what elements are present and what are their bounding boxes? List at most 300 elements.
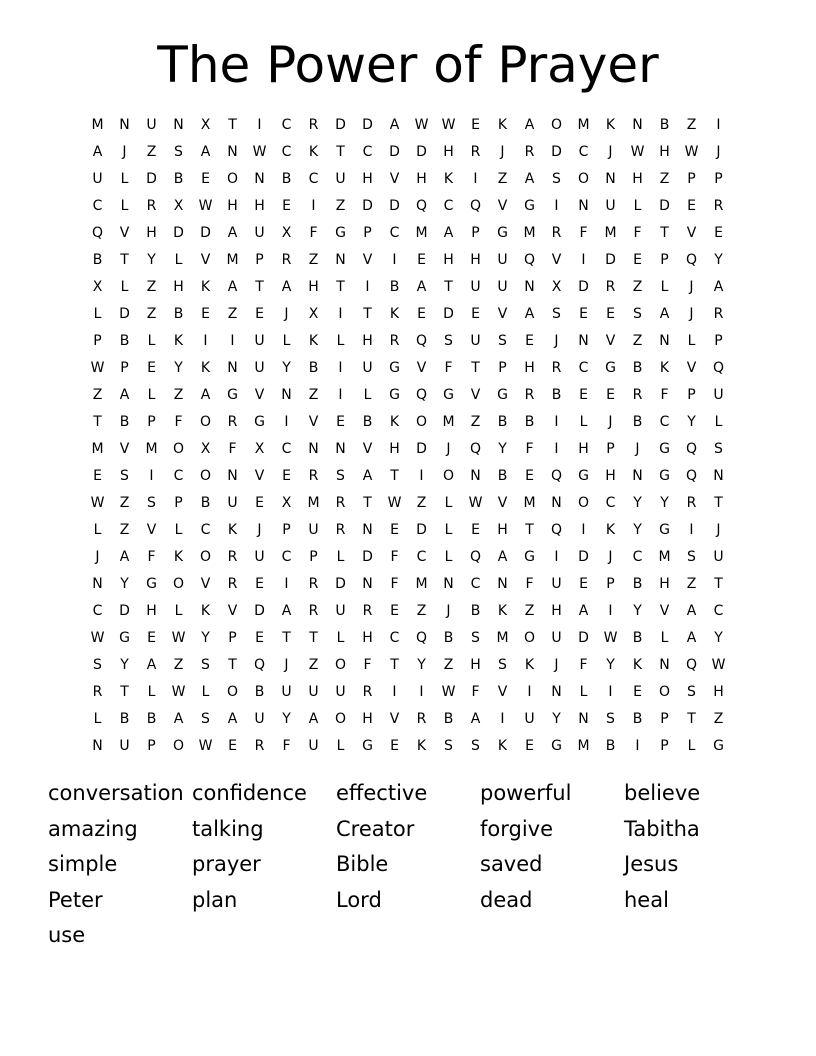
grid-letter: P	[606, 441, 615, 457]
grid-letter: A	[497, 549, 508, 565]
grid-letter: H	[659, 144, 670, 160]
grid-letter: T	[363, 306, 372, 322]
grid-letter: Z	[470, 414, 481, 430]
grid-letter: B	[119, 333, 130, 349]
grid-letter: N	[119, 117, 130, 133]
grid-letter: N	[92, 576, 103, 592]
grid-letter: H	[146, 225, 157, 241]
grid-letter: I	[473, 171, 478, 187]
grid-letter: A	[281, 603, 292, 619]
grid-letter: R	[335, 522, 346, 538]
grid-letter: A	[470, 711, 481, 727]
grid-letter: T	[255, 279, 264, 295]
grid-letter: Z	[713, 711, 724, 727]
grid-letter: V	[416, 360, 427, 376]
grid-letter: S	[714, 441, 723, 457]
word-list-row	[48, 776, 768, 812]
grid-letter: R	[686, 495, 697, 511]
grid-letter: Z	[227, 306, 238, 322]
grid-letter: U	[497, 279, 508, 295]
grid-letter: A	[578, 603, 589, 619]
grid-letter: M	[523, 225, 536, 241]
grid-letter: F	[147, 549, 156, 565]
word-item: prayer	[192, 852, 261, 877]
grid-row	[84, 166, 732, 193]
grid-letter: S	[120, 468, 129, 484]
grid-letter: W	[90, 630, 105, 646]
grid-letter: K	[173, 549, 184, 565]
grid-letter: B	[632, 576, 643, 592]
grid-letter: C	[443, 198, 454, 214]
grid-letter: U	[551, 576, 562, 592]
grid-letter: Q	[685, 468, 698, 484]
word-item: amazing	[48, 816, 138, 841]
grid-letter: M	[577, 738, 590, 754]
grid-letter: S	[498, 333, 507, 349]
grid-letter: L	[336, 630, 345, 646]
grid-letter: I	[608, 603, 613, 619]
grid-letter: U	[227, 495, 238, 511]
grid-letter: D	[416, 522, 427, 538]
grid-letter: U	[335, 603, 346, 619]
grid-letter: J	[689, 306, 694, 322]
grid-letter: N	[362, 576, 373, 592]
grid-letter: I	[527, 684, 532, 700]
grid-letter: V	[389, 171, 400, 187]
grid-letter: J	[635, 441, 640, 457]
grid-letter: P	[147, 414, 156, 430]
grid-letter: U	[281, 684, 292, 700]
grid-letter: U	[470, 279, 481, 295]
grid-letter: T	[714, 576, 723, 592]
grid-letter: E	[633, 252, 642, 268]
grid-letter: H	[416, 171, 427, 187]
grid-letter: W	[171, 630, 186, 646]
grid-row	[84, 193, 732, 220]
grid-letter: H	[146, 603, 157, 619]
grid-letter: L	[714, 414, 723, 430]
grid-letter: A	[281, 279, 292, 295]
grid-letter: Y	[633, 495, 642, 511]
grid-letter: N	[578, 333, 589, 349]
grid-letter: T	[390, 657, 399, 673]
grid-row	[84, 490, 732, 517]
grid-letter: J	[608, 549, 613, 565]
grid-letter: I	[338, 306, 343, 322]
grid-row	[84, 517, 732, 544]
grid-letter: Z	[416, 495, 427, 511]
grid-letter: Y	[417, 657, 426, 673]
grid-letter: Z	[173, 657, 184, 673]
grid-letter: H	[470, 252, 481, 268]
grid-letter: K	[308, 144, 319, 160]
grid-letter: D	[551, 144, 562, 160]
grid-letter: G	[605, 360, 616, 376]
grid-letter: Z	[632, 279, 643, 295]
grid-letter: V	[497, 198, 508, 214]
word-item: forgive	[480, 816, 554, 841]
grid-letter: T	[309, 630, 318, 646]
grid-letter: O	[334, 657, 347, 673]
grid-letter: B	[632, 630, 643, 646]
grid-letter: E	[201, 306, 210, 322]
grid-letter: U	[362, 360, 373, 376]
grid-letter: A	[686, 603, 697, 619]
grid-letter: E	[282, 198, 291, 214]
grid-letter: P	[498, 360, 507, 376]
grid-letter: N	[335, 252, 346, 268]
grid-letter: L	[147, 684, 156, 700]
grid-letter: J	[716, 522, 721, 538]
grid-letter: S	[606, 711, 615, 727]
grid-letter: Y	[498, 441, 507, 457]
grid-letter: W	[603, 630, 618, 646]
grid-letter: O	[658, 684, 671, 700]
grid-letter: R	[308, 576, 319, 592]
grid-letter: F	[390, 549, 399, 565]
grid-letter: E	[579, 576, 588, 592]
grid-letter: X	[173, 198, 184, 214]
grid-letter: T	[660, 225, 669, 241]
grid-letter: V	[119, 441, 130, 457]
grid-letter: H	[605, 468, 616, 484]
grid-letter: X	[200, 117, 211, 133]
grid-letter: C	[578, 144, 589, 160]
grid-letter: Y	[552, 711, 561, 727]
grid-letter: Z	[308, 657, 319, 673]
grid-letter: B	[632, 414, 643, 430]
word-item: simple	[48, 852, 118, 877]
grid-letter: X	[308, 306, 319, 322]
grid-letter: N	[227, 360, 238, 376]
grid-letter: W	[441, 684, 456, 700]
grid-letter: F	[471, 684, 480, 700]
grid-letter: Y	[282, 711, 291, 727]
grid-letter: C	[713, 603, 724, 619]
grid-row	[84, 598, 732, 625]
grid-letter: H	[362, 630, 373, 646]
grid-letter: V	[146, 522, 157, 538]
grid-letter: N	[605, 171, 616, 187]
grid-letter: S	[552, 171, 561, 187]
grid-letter: K	[605, 522, 616, 538]
grid-letter: O	[226, 171, 239, 187]
grid-letter: R	[713, 306, 724, 322]
grid-letter: N	[551, 684, 562, 700]
grid-letter: L	[444, 495, 453, 511]
grid-letter: K	[389, 306, 400, 322]
grid-letter: G	[524, 549, 535, 565]
grid-letter: L	[147, 333, 156, 349]
grid-letter: I	[500, 711, 505, 727]
grid-letter: I	[230, 333, 235, 349]
grid-letter: P	[714, 333, 723, 349]
grid-letter: G	[578, 468, 589, 484]
grid-letter: G	[389, 387, 400, 403]
grid-letter: W	[90, 360, 105, 376]
grid-letter: B	[92, 252, 103, 268]
grid-letter: N	[227, 144, 238, 160]
grid-letter: I	[581, 522, 586, 538]
grid-letter: Y	[120, 657, 129, 673]
grid-letter: L	[660, 279, 669, 295]
grid-letter: P	[282, 522, 291, 538]
grid-letter: C	[632, 549, 643, 565]
grid-letter: R	[416, 711, 427, 727]
grid-letter: M	[604, 225, 617, 241]
grid-letter: R	[227, 414, 238, 430]
grid-letter: B	[119, 711, 130, 727]
grid-letter: Z	[416, 603, 427, 619]
grid-letter: N	[443, 576, 454, 592]
grid-letter: O	[199, 549, 212, 565]
grid-letter: U	[119, 738, 130, 754]
grid-letter: V	[497, 495, 508, 511]
grid-letter: L	[93, 306, 102, 322]
grid-letter: D	[416, 441, 427, 457]
grid-letter: Q	[91, 225, 104, 241]
grid-letter: W	[171, 684, 186, 700]
grid-letter: P	[660, 711, 669, 727]
grid-letter: F	[390, 576, 399, 592]
grid-letter: V	[659, 603, 670, 619]
grid-letter: G	[551, 738, 562, 754]
grid-row	[84, 733, 732, 760]
grid-letter: A	[308, 711, 319, 727]
grid-letter: M	[307, 495, 320, 511]
grid-letter: H	[443, 252, 454, 268]
grid-letter: K	[443, 171, 454, 187]
grid-letter: D	[578, 630, 589, 646]
grid-letter: U	[146, 117, 157, 133]
grid-letter: I	[392, 684, 397, 700]
grid-letter: N	[281, 387, 292, 403]
grid-letter: I	[257, 117, 262, 133]
grid-letter: V	[497, 306, 508, 322]
grid-letter: T	[93, 414, 102, 430]
grid-letter: Z	[686, 576, 697, 592]
grid-letter: B	[119, 414, 130, 430]
grid-letter: O	[199, 414, 212, 430]
grid-letter: Q	[685, 252, 698, 268]
grid-letter: I	[554, 441, 559, 457]
grid-letter: M	[91, 117, 104, 133]
grid-letter: P	[120, 360, 129, 376]
grid-row	[84, 436, 732, 463]
grid-letter: I	[392, 252, 397, 268]
grid-letter: B	[173, 306, 184, 322]
grid-letter: B	[659, 117, 670, 133]
grid-letter: J	[257, 522, 262, 538]
grid-letter: Q	[253, 657, 266, 673]
grid-letter: A	[524, 117, 535, 133]
grid-letter: Y	[660, 495, 669, 511]
grid-letter: J	[608, 414, 613, 430]
word-item: Jesus	[624, 852, 679, 877]
grid-letter: L	[633, 198, 642, 214]
grid-letter: E	[417, 252, 426, 268]
grid-letter: M	[91, 441, 104, 457]
grid-letter: Z	[308, 387, 319, 403]
grid-letter: K	[524, 657, 535, 673]
grid-letter: J	[122, 144, 127, 160]
grid-letter: Z	[686, 117, 697, 133]
grid-letter: F	[525, 441, 534, 457]
grid-letter: H	[254, 198, 265, 214]
grid-letter: A	[119, 387, 130, 403]
grid-letter: A	[146, 657, 157, 673]
grid-letter: I	[284, 414, 289, 430]
grid-letter: V	[497, 684, 508, 700]
grid-letter: C	[92, 198, 103, 214]
grid-letter: C	[362, 144, 373, 160]
grid-letter: P	[228, 630, 237, 646]
grid-letter: B	[443, 630, 454, 646]
grid-letter: V	[470, 387, 481, 403]
grid-letter: V	[362, 252, 373, 268]
grid-letter: Q	[469, 549, 482, 565]
grid-letter: U	[605, 198, 616, 214]
grid-letter: P	[471, 225, 480, 241]
grid-letter: V	[119, 225, 130, 241]
grid-letter: E	[93, 468, 102, 484]
grid-letter: X	[281, 225, 292, 241]
grid-letter: X	[551, 279, 562, 295]
grid-letter: A	[524, 306, 535, 322]
grid-letter: O	[172, 738, 185, 754]
grid-letter: K	[200, 603, 211, 619]
grid-letter: S	[147, 495, 156, 511]
grid-letter: S	[471, 738, 480, 754]
grid-letter: L	[120, 171, 129, 187]
grid-letter: F	[579, 225, 588, 241]
grid-letter: A	[227, 225, 238, 241]
grid-letter: R	[632, 387, 643, 403]
grid-letter: F	[228, 441, 237, 457]
grid-letter: O	[334, 711, 347, 727]
grid-letter: D	[362, 549, 373, 565]
grid-letter: R	[389, 333, 400, 349]
grid-letter: W	[198, 738, 213, 754]
grid-letter: B	[362, 414, 373, 430]
grid-letter: W	[711, 657, 726, 673]
grid-letter: Y	[606, 657, 615, 673]
grid-letter: W	[387, 495, 402, 511]
grid-letter: J	[446, 441, 451, 457]
word-list-row	[48, 883, 768, 919]
grid-letter: P	[147, 738, 156, 754]
grid-letter: T	[687, 711, 696, 727]
grid-letter: J	[608, 144, 613, 160]
grid-letter: S	[201, 711, 210, 727]
grid-letter: D	[443, 306, 454, 322]
grid-letter: V	[200, 576, 211, 592]
grid-letter: E	[201, 171, 210, 187]
grid-letter: T	[363, 495, 372, 511]
grid-letter: L	[363, 387, 372, 403]
grid-letter: L	[120, 198, 129, 214]
grid-letter: B	[632, 711, 643, 727]
grid-letter: L	[93, 711, 102, 727]
grid-letter: J	[716, 144, 721, 160]
grid-letter: S	[174, 144, 183, 160]
grid-letter: M	[577, 117, 590, 133]
grid-letter: N	[713, 468, 724, 484]
grid-letter: K	[200, 279, 211, 295]
grid-letter: R	[362, 684, 373, 700]
grid-letter: T	[471, 360, 480, 376]
grid-letter: N	[362, 522, 373, 538]
grid-letter: O	[577, 495, 590, 511]
grid-letter: Y	[174, 360, 183, 376]
grid-row	[84, 625, 732, 652]
grid-letter: E	[579, 306, 588, 322]
grid-letter: Q	[523, 252, 536, 268]
grid-letter: G	[659, 468, 670, 484]
grid-letter: A	[200, 387, 211, 403]
grid-letter: C	[470, 576, 481, 592]
grid-letter: S	[552, 306, 561, 322]
grid-letter: V	[605, 333, 616, 349]
grid-letter: H	[308, 279, 319, 295]
grid-letter: L	[120, 279, 129, 295]
grid-letter: W	[684, 144, 699, 160]
grid-letter: M	[145, 441, 158, 457]
grid-letter: A	[362, 468, 373, 484]
grid-letter: Q	[685, 657, 698, 673]
grid-letter: N	[551, 495, 562, 511]
grid-letter: U	[335, 684, 346, 700]
grid-letter: Y	[714, 630, 723, 646]
grid-letter: C	[389, 225, 400, 241]
grid-letter: D	[362, 198, 373, 214]
grid-letter: C	[281, 117, 292, 133]
grid-letter: D	[578, 279, 589, 295]
grid-row	[84, 382, 732, 409]
grid-letter: S	[471, 630, 480, 646]
grid-letter: Z	[335, 198, 346, 214]
grid-letter: I	[338, 387, 343, 403]
grid-letter: G	[146, 576, 157, 592]
word-item: heal	[624, 887, 669, 912]
grid-letter: P	[660, 738, 669, 754]
grid-letter: K	[632, 657, 643, 673]
grid-letter: V	[389, 711, 400, 727]
grid-letter: O	[442, 468, 455, 484]
grid-letter: T	[228, 117, 237, 133]
grid-letter: E	[147, 360, 156, 376]
grid-row	[84, 112, 732, 139]
grid-letter: U	[254, 333, 265, 349]
grid-letter: G	[497, 387, 508, 403]
grid-letter: W	[441, 117, 456, 133]
grid-letter: N	[92, 738, 103, 754]
grid-letter: L	[336, 549, 345, 565]
grid-letter: I	[554, 198, 559, 214]
grid-row	[84, 301, 732, 328]
word-item: Bible	[336, 852, 389, 877]
grid-letter: D	[335, 576, 346, 592]
grid-letter: F	[525, 576, 534, 592]
grid-letter: H	[362, 711, 373, 727]
grid-letter: C	[173, 468, 184, 484]
grid-letter: Y	[147, 252, 156, 268]
grid-letter: R	[227, 549, 238, 565]
grid-letter: H	[443, 144, 454, 160]
grid-letter: H	[551, 603, 562, 619]
grid-letter: N	[227, 468, 238, 484]
grid-letter: Z	[308, 252, 319, 268]
